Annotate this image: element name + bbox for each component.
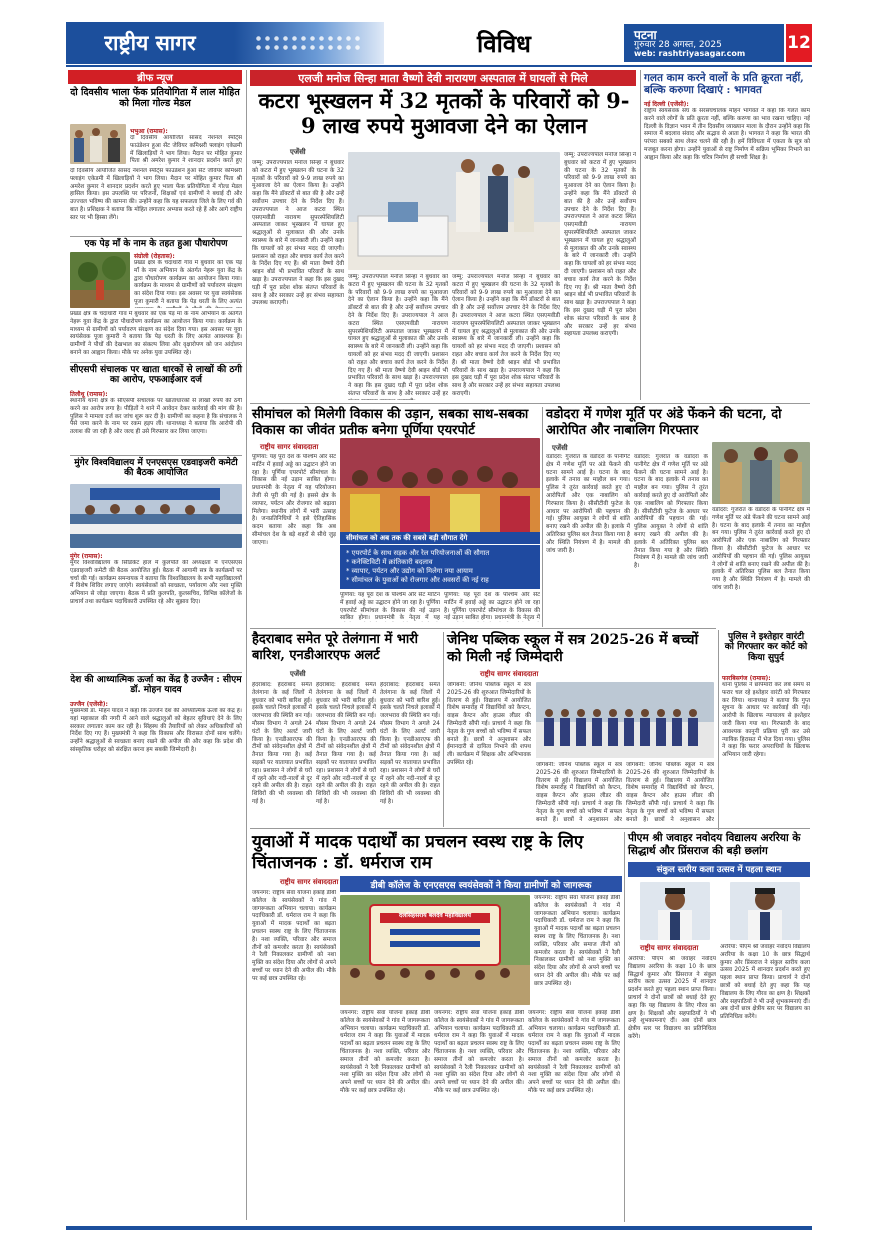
navodaya-byline: राष्ट्रीय सागर संवाददाता bbox=[640, 944, 699, 952]
drug-headline: युवाओं में मादक पदार्थों का प्रचलन स्वस्थ राष्ट्र के लिए चिंताजनक : डॉ. धर्मराज राम bbox=[252, 832, 584, 873]
column-divider bbox=[246, 70, 247, 1220]
section-title: विविध bbox=[477, 28, 531, 58]
brief-headline-1: दो दिवसीय भाला फेंक प्रतियोगिता में लाल मोहित को मिला गोल्ड मेडल bbox=[70, 87, 240, 109]
airport-byline: राष्ट्रीय सागर संवाददाता bbox=[260, 443, 319, 451]
bullet-item: * कनेक्टिविटी में क्रांतिकारी बदलाव bbox=[346, 558, 433, 566]
brief-headline-4: मुंगेर विश्वविद्यालय में एनएसएस एडवाइजरी कमेटी की बैठक आयोजित bbox=[74, 458, 238, 479]
divider bbox=[250, 628, 716, 629]
airport-caption: सीमांचल को अब तक की सबसे बड़ी सौगात देंगे bbox=[340, 532, 540, 544]
drug-byline: राष्ट्रीय सागर संवाददाता bbox=[280, 878, 339, 886]
header-rule bbox=[66, 65, 812, 67]
divider bbox=[70, 672, 242, 673]
brief-body-1a: दो दिवसीय आयोजित सांसद नेशनल स्पोर्ट्स फाउंडेशन हुआ सेंट जेवियर कमिश्नरी फ्लाइंग एकेडमी में खिलाड़ियों ने भाग लिया। मैदान पर मोहित कुमार पिता श्री अमरेश कुमार ने शानदार प्रदर्शन करते हुए bbox=[130, 135, 242, 165]
photo-banner-text: दलसिंहसराय बलदेव महाविद्यालय bbox=[399, 912, 471, 919]
airport-body-col1: पूर्णिया: यह पूरा देश के पश्चिम और सेंट मार्टिन में हवाई अड्डे का उद्घाटन होने जा रहा है। पूर्णिया एयरपोर्ट सीमांचल के विकास की नई उड़ान साबित होगा। प्रधानमंत्री के नेतृत्व में यह परियोजना तेजी से पूरी की गई है। इससे क्षेत्र के व्यापार, पर्यटन और रोजगार को बढ़ावा मिलेगा। स्थानीय लोगों में भारी उत्साह है। जनप्रतिनिधियों ने इसे ऐतिहासिक कदम बताया और कहा कि अब सीमांचल देश के बड़े शहरों से सीधे जुड़ जाएगा। bbox=[252, 454, 336, 546]
brief-body-1b: दो दिवसीय आयोजित सांसद नेशनल स्पोर्ट्स फाउंडेशन हुआ सेंट जेवियर कमिश्नरी फ्लाइंग एकेडमी में खिलाड़ियों ने भाग लिया। मैदान पर मोहित कुमार पिता श्री अमरेश कुमार ने शानदार प्रदर्शन करते हुए भाला फेंक प्रतियोगिता में गोल्ड मेडल हासिल किया। इस उपलब्धि पर परिजनों, शिक्षकों एवं ग्रामीणों ने बधाई दी और उज्ज्वल भविष्य की कामना की। उन्होंने कहा कि यह सफलता जिले के लिए गर्व की बात है। प्रशिक्षक ने बताया कि मोहित लगातार अभ्यास करते रहे हैं और आगे राष्ट्रीय स्तर पर भी हिस्सा लेंगे। bbox=[70, 168, 242, 221]
lead-body-col2: जम्मू: उपराज्यपाल मनोज सिन्हा ने बुधवार को कटरा में हुए भूस्खलन की घटना के 32 मृतकों के परिवारों को 9-9 लाख रुपये का मुआवजा देने का ऐलान किया है। उन्होंने कहा कि मैंने डॉक्टरों से बात की है और उन्हें सर्वोत्तम उपचार देने के निर्देश दिए हैं। उपराज्यपाल ने आज कटरा स्थित एसएमवीडी नारायण सुपरस्पेशियलिटी अस्पताल जाकर भूस्खलन में घायल हुए श्रद्धालुओं से मुलाकात की और उनके स्वास्थ्य के बारे में जानकारी ली। उन्होंने कहा कि घायलों को हर संभव मदद दी जाएगी। प्रशासन को राहत और बचाव कार्य तेज करने के निर्देश दिए गए हैं। श्री माता वैष्णो देवी श्राइन बोर्ड भी प्रभावित परिवारों के साथ खड़ा है। उपराज्यपाल ने कहा कि इस दुखद घड़ी में पूरा प्रदेश शोक संतप्त परिवारों के साथ है और सरकार उन्हें हर bbox=[348, 274, 448, 397]
right-dateline-1: नई दिल्ली (एजेंसी): bbox=[644, 101, 689, 108]
drug-body-col4: जयनगर: राष्ट्रीय सेवा योजना इकाई डीबी कॉलेज के स्वयंसेवकों ने गांव में जागरूकता अभियान चलाया। कार्यक्रम पदाधिकारी डॉ. धर्मराज राम ने कहा कि युवाओं में मादक पदार्थों का बढ़ता प्रचलन स्वस्थ राष्ट्र के लिए चिंताजनक है। नशा व्यक्ति, परिवार और समाज तीनों को कमजोर करता है। स्वयंसेवकों ने रैली निकालकर ग्रामीणों को नशा मुक्ति का संदेश दिया और लोगों से अपने बच्चों पर ध्यान देने की अपील की। मौके पर कई छात्र उपस्थित रहे। bbox=[434, 1010, 524, 1094]
telangana-byline: एजेंसी bbox=[290, 670, 306, 678]
bullet-item: * सीमांचल के युवाओं को रोजगार और अवसरों की नई राह bbox=[346, 576, 489, 584]
page-header bbox=[66, 22, 812, 64]
edition-info bbox=[624, 24, 784, 62]
navodaya-body-col1: अररिया: पीएम श्री जवाहर नवोदय विद्यालय अररिया के कक्षा 10 के छात्र सिद्धार्थ कुमार और प्रिंसराज ने संकुल स्तरीय कला उत्सव 2025 में शानदार प्रदर्शन करते हुए पहला स्थान प्राप्त किया। प्राचार्य ने दोनों छात्रों को बधाई देते हुए कहा कि यह विद्यालय के लिए गौरव का क्षण है। शिक्षकों और सहपाठियों ने भी उन्हें शुभकामनाएं दीं। अब दोनों छात्र क्षेत्रीय स्तर पर विद्यालय का प्रतिनिधित्व करेंगे। bbox=[628, 956, 716, 1040]
divider bbox=[70, 362, 242, 363]
header-dot-pattern bbox=[234, 22, 384, 64]
photo-tree-planting bbox=[70, 252, 130, 308]
photo-lg-hospital-visit bbox=[348, 152, 560, 270]
brief-headline-5: देश की आध्यात्मिक ऊर्जा का केंद्र है उज्जैन : सीएम डॉ. मोहन यादव bbox=[70, 675, 242, 696]
airport-headline: सीमांचल को मिलेगी विकास की उड़ान, सबका साथ-सबका विकास का जीवंत प्रतीक बनेगा पूर्णिया एयरपोर्ट bbox=[252, 407, 529, 438]
airport-body-col3: पूर्णिया: यह पूरा देश के पश्चिम और सेंट मार्टिन में हवाई अड्डे का उद्घाटन होने जा रहा है। पूर्णिया एयरपोर्ट सीमांचल के विकास की नई उड़ान साबित होगा। प्रधानमंत्री के नेतृत्व में bbox=[444, 592, 540, 622]
masthead: राष्ट्रीय सागर bbox=[66, 22, 234, 64]
zenith-body-col3: जोगबनी: जेनिथ पब्लिक स्कूल में सत्र 2025-26 की शुरुआत जिम्मेदारियों के वितरण से हुई। विद्यालय में आयोजित विशेष समारोह में विद्यार्थियों को कैप्टन, वाइस कैप्टन और हाउस लीडर की जिम्मेदारी सौंपी गई। प्राचार्य ने कहा कि नेतृत्व के गुण बच्चों को भविष्य में सफल बनाते हैं। छात्रों ने अनुशासन और bbox=[626, 762, 714, 822]
police-body: थाना पुलिस ने छापेमारी कर लंबे समय से फरार चल रहे इश्तेहार वारंटी को गिरफ्तार कर लिया। थानाध्यक्ष ने बताया कि गुप्त सूचना के आधार पर कार्रवाई की गई। आरोपी के खिलाफ न्यायालय से इश्तेहार जारी किया गया था। गिरफ्तारी के बाद आवश्यक कानूनी प्रक्रिया पूरी कर उसे न्यायिक हिरासत में भेज दिया गया। पुलिस ने कहा कि फरार अपराधियों के खिलाफ अभियान जारी रहेगा। bbox=[722, 682, 810, 759]
navodaya-subhead: संकुल स्तरीय कला उत्सव में पहला स्थान bbox=[628, 862, 810, 877]
right-headline-1: गलत काम करने वालों के प्रति क्रूरता नहीं, बल्कि करुणा दिखाएं : भागवत bbox=[644, 72, 804, 97]
column-divider bbox=[640, 70, 641, 400]
dateline-4: मुंगेर (रामास): bbox=[70, 553, 103, 560]
zenith-headline: जेनिथ पब्लिक स्कूल में सत्र 2025-26 में बच्चों को मिली नई जिम्मेदारी bbox=[447, 632, 699, 665]
brief-news-label: ब्रीफ न्यूज bbox=[68, 70, 242, 84]
brief-headline-3: सीएसपी संचालक पर खाता धारकों से लाखों की ठगी का आरोप, एफआईआर दर्ज bbox=[70, 365, 242, 386]
photo-student-princeraj bbox=[730, 882, 800, 940]
zenith-body-col1: जोगबनी: जेनिथ पब्लिक स्कूल में सत्र 2025-26 की शुरुआत जिम्मेदारियों के वितरण से हुई। विद्यालय में आयोजित विशेष समारोह में विद्यार्थियों को कैप्टन, वाइस कैप्टन और हाउस लीडर की जिम्मेदारी सौंपी गई। प्राचार्य ने कहा कि नेतृत्व के गुण बच्चों को भविष्य में सफल बनाते हैं। छात्रों ने अनुशासन और ईमानदारी से दायित्व निभाने की शपथ ली। कार्यक्रम में शिक्षक और अभिभावक उपस्थित रहे। bbox=[447, 682, 531, 766]
column-divider bbox=[443, 632, 444, 827]
vadodara-body-col3: वडोदरा: गुजरात के वडोदरा के पानीगेट क्षेत्र में गणेश मूर्ति पर अंडे फेंकने की घटना सामने आई है। घटना के बाद इलाके में तनाव का माहौल बन गया। पुलिस ने तुरंत कार्रवाई करते हुए दो आरोपितों और एक नाबालिग को गिरफ्तार किया है। सीसीटीवी फुटेज के आधार पर आरोपियों की पहचान की गई। पुलिस आयुक्त ने लोगों से शांति बनाए रखने की अपील की है। इलाके में अतिरिक्त पुलिस बल तैनात किया गया है और स्थिति नियंत्रण में है। मामले की जांच जारी है। bbox=[712, 507, 810, 591]
drug-body-col2: जयनगर: राष्ट्रीय सेवा योजना इकाई डीबी कॉलेज के स्वयंसेवकों ने गांव में जागरूकता अभियान चलाया। कार्यक्रम पदाधिकारी डॉ. धर्मराज राम ने कहा कि युवाओं में मादक पदार्थों का बढ़ता प्रचलन स्वस्थ राष्ट्र के लिए चिंताजनक है। नशा व्यक्ति, परिवार और समाज तीनों को कमजोर करता है। स्वयंसेवकों ने रैली निकालकर ग्रामीणों को नशा मुक्ति का संदेश दिया और लोगों से अपने बच्चों पर ध्यान देने की अपील की। मौके पर कई छात्र उपस्थित रहे। bbox=[534, 895, 620, 987]
dateline-2: संग्रोली (रोहतास): bbox=[134, 253, 175, 260]
bullet-item: * व्यापार, पर्यटन और उद्योग को मिलेगा नया आयाम bbox=[346, 567, 473, 575]
column-divider bbox=[718, 630, 719, 830]
edition-city: पटना bbox=[634, 28, 657, 42]
navodaya-body-col2: अररिया: पीएम श्री जवाहर नवोदय विद्यालय अररिया के कक्षा 10 के छात्र सिद्धार्थ कुमार और प्रिंसराज ने संकुल स्तरीय कला उत्सव 2025 में शानदार प्रदर्शन करते हुए पहला स्थान प्राप्त किया। प्राचार्य ने दोनों छात्रों को बधाई देते हुए कहा कि यह विद्यालय के लिए गौरव का क्षण है। शिक्षकों और सहपाठियों ने भी उन्हें शुभकामनाएं दीं। अब दोनों छात्र क्षेत्रीय स्तर पर विद्यालय का प्रतिनिधित्व करेंगे। bbox=[720, 944, 810, 1021]
divider bbox=[70, 236, 242, 237]
lead-byline: एजेंसी bbox=[290, 148, 306, 156]
lead-body-col3: जम्मू: उपराज्यपाल मनोज सिन्हा ने बुधवार को कटरा में हुए भूस्खलन की घटना के 32 मृतकों के परिवारों को 9-9 लाख रुपये का मुआवजा देने का ऐलान किया है। उन्होंने कहा कि मैंने डॉक्टरों से बात की है और उन्हें सर्वोत्तम उपचार देने के निर्देश दिए हैं। उपराज्यपाल ने आज कटरा स्थित एसएमवीडी नारायण सुपरस्पेशियलिटी अस्पताल जाकर भूस्खलन में घायल हुए श्रद्धालुओं से मुलाकात की और उनके स्वास्थ्य के बारे में जानकारी ली। उन्होंने कहा कि घायलों को हर संभव मदद दी जाएगी। प्रशासन को राहत और बचाव कार्य तेज करने के निर्देश दिए गए हैं। श्री माता वैष्णो देवी श्राइन बोर्ड भी प्रभावित परिवारों के साथ खड़ा है। उपराज्यपाल ने कहा कि इस दुखद घड़ी में पूरा प्रदेश शोक संतप्त परिवारों के साथ है और सरकार उन्हें हर संभव सहायता उपलब्ध कराएगी। bbox=[452, 274, 560, 397]
brief-body-5: मुख्यमंत्री डॉ. मोहन यादव ने कहा कि उज्जैन देश की आध्यात्मिक ऊर्जा का केंद्र है। यहां महाकाल की नगरी में आने वाले श्रद्धालुओं को बेहतर सुविधाएं देने के लिए सरकार लगातार काम कर रही है। सिंहस्थ की तैयारियों को लेकर अधिकारियों को निर्देश दिए गए हैं। मुख्यमंत्री ने कहा कि विकास और विरासत दोनों साथ चलेंगे। उन्होंने श्रद्धालुओं से स्वच्छता बनाए रखने की अपील की और कहा कि प्रदेश की सांस्कृतिक धरोहर को संरक्षित करना हम सबकी जिम्मेदारी है। bbox=[70, 708, 242, 753]
dateline-3: तिलौथू (रामास): bbox=[70, 391, 108, 398]
divider bbox=[250, 828, 810, 829]
zenith-byline: राष्ट्रीय सागर संवाददाता bbox=[480, 670, 539, 678]
dateline-5: उज्जैन (एजेंसी): bbox=[70, 701, 108, 708]
navodaya-headline: पीएम श्री जवाहर नवोदय विद्यालय अररिया के सिद्धार्थ और प्रिंसराज की बड़ी छलांग bbox=[628, 832, 801, 857]
photo-javelin-winner bbox=[70, 124, 126, 164]
column-divider bbox=[542, 407, 543, 627]
photo-airport-crowd bbox=[340, 438, 540, 532]
brief-body-4: मुंगेर विश्वविद्यालय के सिंडिकेट हॉल में कुलपति की अध्यक्षता में एनएसएस एडवाइजरी कमेटी की बैठक आयोजित हुई। बैठक में आगामी सत्र के कार्यक्रमों पर चर्चा की गई। कार्यक्रम समन्वयक ने बताया कि विश्वविद्यालय के सभी महाविद्यालयों में विशेष शिविर लगाए जाएंगे। स्वयंसेवकों को स्वच्छता, पर्यावरण और नशा मुक्ति अभियान से जोड़ा जाएगा। बैठक में प्रति कुलपति, कुलसचिव, विभिन्न कॉलेजों के प्राचार्य तथा कार्यक्रम पदाधिकारी उपस्थित रहे और सुझाव दिए। bbox=[70, 560, 242, 605]
vadodara-byline: एजेंसी bbox=[552, 444, 568, 452]
vadodara-body-col1: वडोदरा: गुजरात के वडोदरा के पानीगेट क्षेत्र में गणेश मूर्ति पर अंडे फेंकने की घटना सामने आई है। घटना के बाद इलाके में तनाव का माहौल बन गया। पुलिस ने तुरंत कार्रवाई करते हुए दो आरोपितों और एक नाबालिग को गिरफ्तार किया है। सीसीटीवी फुटेज के आधार पर आरोपियों की पहचान की गई। पुलिस आयुक्त ने लोगों से शांति बनाए रखने की अपील की है। इलाके में अतिरिक्त पुलिस बल तैनात किया गया है और स्थिति नियंत्रण में है। मामले की जांच जारी है। bbox=[546, 454, 630, 554]
brief-body-2b: प्रखंड क्षेत्र के चंदाधारी गांव में बुधवार को एक पेड़ माँ के नाम अभियान के अंतर्गत नेहरू युवा केंद्र के द्वारा पौधारोपण कार्यक्रम का आयोजन किया गया। कार्यक्रम के माध्यम से ग्रामीणों को पर्यावरण संरक्षण का संदेश दिया गया। इस अवसर पर युवा स्वयंसेवक पूजा कुमारी ने बताया कि पेड़ धरती के लिए अत्यंत आवश्यक हैं। ग्रामीणों ने पौधों की देखभाल का संकल्प लिया और वृक्षारोपण को जन आंदोलन बनाने का आह्वान किया। मौके पर अनेक युवा उपस्थित रहे। bbox=[70, 311, 242, 356]
drug-body-col3: जयनगर: राष्ट्रीय सेवा योजना इकाई डीबी कॉलेज के स्वयंसेवकों ने गांव में जागरूकता अभियान चलाया। कार्यक्रम पदाधिकारी डॉ. धर्मराज राम ने कहा कि युवाओं में मादक पदार्थों का बढ़ता प्रचलन स्वस्थ राष्ट्र के लिए चिंताजनक है। नशा व्यक्ति, परिवार और समाज तीनों को कमजोर करता है। स्वयंसेवकों ने रैली निकालकर ग्रामीणों को नशा मुक्ति का संदेश दिया और लोगों से अपने बच्चों पर ध्यान देने की अपील की। मौके पर कई छात्र उपस्थित रहे। bbox=[340, 1010, 430, 1094]
page-number: 12 bbox=[786, 24, 812, 62]
telangana-body-col3: हैदराबाद: हैदराबाद समेत तेलंगाना के कई जिलों में बुधवार को भारी बारिश हुई। इसके चलते निचले इलाकों में जलभराव की स्थिति बन गई। मौसम विभाग ने अगले 24 घंटों के लिए अलर्ट जारी किया है। एनडीआरएफ की टीमों को संवेदनशील क्षेत्रों में तैनात किया गया है। कई सड़कों पर यातायात प्रभावित रहा। प्रशासन ने लोगों से घरों में रहने और नदी-नालों से दूर रहने की अपील की है। राहत शिविरों की भी व्यवस्था की गई है। bbox=[380, 682, 440, 805]
vadodara-body-col2: वडोदरा: गुजरात के वडोदरा के पानीगेट क्षेत्र में गणेश मूर्ति पर अंडे फेंकने की घटना सामने आई है। घटना के बाद इलाके में तनाव का माहौल बन गया। पुलिस ने तुरंत कार्रवाई करते हुए दो आरोपितों और एक नाबालिग को गिरफ्तार किया है। सीसीटीवी फुटेज के आधार पर आरोपियों की पहचान की गई। पुलिस आयुक्त ने लोगों से शांति बनाए रखने की अपील की है। इलाके में अतिरिक्त पुलिस बल तैनात किया गया है और स्थिति नियंत्रण में है। मामले की जांच जारी है। bbox=[634, 454, 708, 570]
photo-school-students bbox=[536, 682, 714, 758]
police-dateline: फारबिसगंज (रामास): bbox=[722, 675, 771, 682]
photo-nss-meeting bbox=[70, 484, 242, 548]
telangana-body-col1: हैदराबाद: हैदराबाद समेत तेलंगाना के कई जिलों में बुधवार को भारी बारिश हुई। इसके चलते निचले इलाकों में जलभराव की स्थिति बन गई। मौसम विभाग ने अगले 24 घंटों के लिए अलर्ट जारी किया है। एनडीआरएफ की टीमों को संवेदनशील क्षेत्रों में तैनात किया गया है। कई सड़कों पर यातायात प्रभावित रहा। प्रशासन ने लोगों से घरों में रहने और नदी-नालों से दूर रहने की अपील की है। राहत शिविरों की भी व्यवस्था की गई है। bbox=[252, 682, 312, 805]
divider bbox=[70, 455, 242, 456]
dateline-1: भभुआ (रामास): bbox=[130, 128, 168, 135]
zenith-body-col2: जोगबनी: जेनिथ पब्लिक स्कूल में सत्र 2025-26 की शुरुआत जिम्मेदारियों के वितरण से हुई। विद्यालय में आयोजित विशेष समारोह में विद्यार्थियों को कैप्टन, वाइस कैप्टन और हाउस लीडर की जिम्मेदारी सौंपी गई। प्राचार्य ने कहा कि नेतृत्व के गुण बच्चों को भविष्य में सफल बनाते हैं। छात्रों ने अनुशासन और bbox=[536, 762, 622, 822]
police-headline: पुलिस ने इश्तेहार वारंटी को गिरफ्तार कर कोर्ट को किया सुपुर्द bbox=[724, 632, 808, 663]
bullet-item: * एयरपोर्ट के साथ सड़क और रेल परियोजनाओं की सौगात bbox=[346, 549, 490, 557]
page-footer-rule bbox=[66, 1226, 812, 1230]
photo-college-rally bbox=[340, 895, 530, 1005]
lead-body-col4: जम्मू: उपराज्यपाल मनोज सिन्हा ने बुधवार को कटरा में हुए भूस्खलन की घटना के 32 मृतकों के परिवारों को 9-9 लाख रुपये का मुआवजा देने का ऐलान किया है। उन्होंने कहा कि मैंने डॉक्टरों से बात की है और उन्हें सर्वोत्तम उपचार देने के निर्देश दिए हैं। उपराज्यपाल ने आज कटरा स्थित एसएमवीडी नारायण सुपरस्पेशियलिटी अस्पताल जाकर भूस्खलन में घायल हुए श्रद्धालुओं से मुलाकात की और उनके स्वास्थ्य के बारे में जानकारी ली। उन्होंने कहा कि घायलों को हर संभव मदद दी जाएगी। प्रशासन को राहत और बचाव कार्य तेज करने के निर्देश दिए गए हैं। श्री माता वैष्णो देवी श्राइन बोर्ड भी प्रभावित परिवारों के साथ खड़ा है। उपराज्यपाल ने कहा कि इस दुखद घड़ी में पूरा प्रदेश शोक संतप्त परिवारों के साथ है और सरकार उन्हें हर संभव सहायता उपलब्ध कराएगी। bbox=[564, 152, 636, 338]
website-link[interactable]: web: rashtriyasagar.com bbox=[634, 49, 746, 58]
brief-headline-2: एक पेड़ माँ के नाम के तहत हुआ पौधारोपण bbox=[84, 239, 228, 249]
right-body-1: राष्ट्रीय स्वयंसेवक संघ के सरसंघचालक मोहन भागवत ने कहा कि गलत काम करने वाले लोगों के प्रति क्रूरता नहीं, बल्कि करुणा का भाव रखना चाहिए। नई दिल्ली के विज्ञान भवन में तीन दिवसीय व्याख्यान माला के दौरान उन्होंने कहा कि समाज में बदलाव संवाद और सद्भाव से आता है। भागवत ने कहा कि भारत की परंपरा सबको साथ लेकर चलने की रही है। हमें विविधता में एकता के सूत्र को मजबूत करना होगा। उन्होंने युवाओं से राष्ट्र निर्माण में सक्रिय भूमिका निभाने का आह्वान किया और कहा कि चरित्र निर्माण ही सच्ची शिक्षा है। bbox=[644, 108, 810, 161]
lead-body-col1: जम्मू: उपराज्यपाल मनोज सिन्हा ने बुधवार को कटरा में हुए भूस्खलन की घटना के 32 मृतकों के परिवारों को 9-9 लाख रुपये का मुआवजा देने का ऐलान किया है। उन्होंने कहा कि मैंने डॉक्टरों से बात की है और उन्हें सर्वोत्तम उपचार देने के निर्देश दिए हैं। उपराज्यपाल ने आज कटरा स्थित एसएमवीडी नारायण सुपरस्पेशियलिटी अस्पताल जाकर भूस्खलन में घायल हुए श्रद्धालुओं से मुलाकात की और उनके स्वास्थ्य के बारे में जानकारी ली। उन्होंने कहा कि घायलों को हर संभव मदद दी जाएगी। प्रशासन को राहत और बचाव कार्य तेज करने के निर्देश दिए गए हैं। श्री माता वैष्णो देवी श्राइन बोर्ड भी प्रभावित परिवारों के साथ खड़ा है। उपराज्यपाल ने कहा कि इस दुखद घड़ी में पूरा प्रदेश शोक संतप्त परिवारों के साथ है और सरकार उन्हें हर संभव सहायता उपलब्ध कराएगी। bbox=[252, 160, 344, 307]
drug-body-col1: जयनगर: राष्ट्रीय सेवा योजना इकाई डीबी कॉलेज के स्वयंसेवकों ने गांव में जागरूकता अभियान चलाया। कार्यक्रम पदाधिकारी डॉ. धर्मराज राम ने कहा कि युवाओं में मादक पदार्थों का बढ़ता प्रचलन स्वस्थ राष्ट्र के लिए चिंताजनक है। नशा व्यक्ति, परिवार और समाज तीनों को कमजोर करता है। स्वयंसेवकों ने रैली निकालकर ग्रामीणों को नशा मुक्ति का संदेश दिया और लोगों से अपने बच्चों पर ध्यान देने की अपील की। मौके पर कई छात्र उपस्थित रहे। bbox=[252, 890, 336, 982]
vadodara-headline: वडोदरा में गणेश मूर्ति पर अंडे फेंकने की घटना, दो आरोपित और नाबालिग गिरफ्तार bbox=[546, 407, 782, 438]
drug-body-col5: जयनगर: राष्ट्रीय सेवा योजना इकाई डीबी कॉलेज के स्वयंसेवकों ने गांव में जागरूकता अभियान चलाया। कार्यक्रम पदाधिकारी डॉ. धर्मराज राम ने कहा कि युवाओं में मादक पदार्थों का बढ़ता प्रचलन स्वस्थ राष्ट्र के लिए चिंताजनक है। नशा व्यक्ति, परिवार और समाज तीनों को कमजोर करता है। स्वयंसेवकों ने रैली निकालकर ग्रामीणों को नशा मुक्ति का संदेश दिया और लोगों से अपने बच्चों पर ध्यान देने की अपील की। मौके पर कई छात्र उपस्थित रहे। bbox=[528, 1010, 620, 1094]
drug-banner: डीबी कॉलेज के एनएसएस स्वयंसेवकों ने किया ग्रामीणों को जागरूक bbox=[340, 876, 622, 892]
lead-kicker: एलजी मनोज सिन्हा माता वैष्णो देवी नारायण अस्पताल में घायलों से मिले bbox=[250, 70, 636, 86]
brief-body-2a: प्रखंड क्षेत्र के चंदाधारी गांव में बुधवार को एक पेड़ माँ के नाम अभियान के अंतर्गत नेहरू युवा केंद्र के द्वारा पौधारोपण कार्यक्रम का आयोजन किया गया। कार्यक्रम के माध्यम से ग्रामीणों को पर्यावरण संरक्षण का संदेश दिया गया। इस अवसर पर युवा स्वयंसेवक पूजा कुमारी ने बताया कि पेड़ धरती के लिए अत्यंत bbox=[134, 260, 242, 305]
edition-date: गुरुवार 28 अगस्त, 2025 bbox=[634, 40, 722, 50]
divider bbox=[250, 403, 810, 404]
column-divider bbox=[624, 832, 625, 1222]
lead-headline: कटरा भूस्खलन में 32 मृतकों के परिवारों को 9-9 लाख रुपये मुआवजा देने का ऐलान bbox=[258, 88, 630, 138]
airport-bullets bbox=[340, 545, 540, 589]
photo-student-siddharth bbox=[640, 882, 710, 940]
photo-police-arrest bbox=[712, 442, 810, 504]
airport-body-col2: पूर्णिया: यह पूरा देश के पश्चिम और सेंट मार्टिन में हवाई अड्डे का उद्घाटन होने जा रहा है। पूर्णिया एयरपोर्ट सीमांचल के विकास की नई उड़ान साबित होगा। प्रधानमंत्री के नेतृत्व में यह bbox=[340, 592, 440, 622]
brief-body-3: स्थानीय थाना क्षेत्र के सीएसपी संचालक पर खाताधारकों से लाखों रुपये की ठगी करने का आरोप लगा है। पीड़ितों ने थाने में आवेदन देकर कार्रवाई की मांग की है। पुलिस ने मामला दर्ज कर जांच शुरू कर दी है। ग्रामीणों का कहना है कि संचालक ने पैसे जमा करने के नाम पर रकम हड़प ली। थानाध्यक्ष ने बताया कि आरोपी की तलाश की जा रही है और जल्द ही उसे गिरफ्तार कर लिया जाएगा। bbox=[70, 398, 242, 436]
telangana-headline: हैदराबाद समेत पूरे तेलंगाना में भारी बारिश, एनडीआरएफ अलर्ट bbox=[252, 632, 418, 663]
telangana-body-col2: हैदराबाद: हैदराबाद समेत तेलंगाना के कई जिलों में बुधवार को भारी बारिश हुई। इसके चलते निचले इलाकों में जलभराव की स्थिति बन गई। मौसम विभाग ने अगले 24 घंटों के लिए अलर्ट जारी किया है। एनडीआरएफ की टीमों को संवेदनशील क्षेत्रों में तैनात किया गया है। कई सड़कों पर यातायात प्रभावित रहा। प्रशासन ने लोगों से घरों में रहने और नदी-नालों से दूर रहने की अपील की है। राहत शिविरों की भी व्यवस्था की गई है। bbox=[316, 682, 376, 805]
